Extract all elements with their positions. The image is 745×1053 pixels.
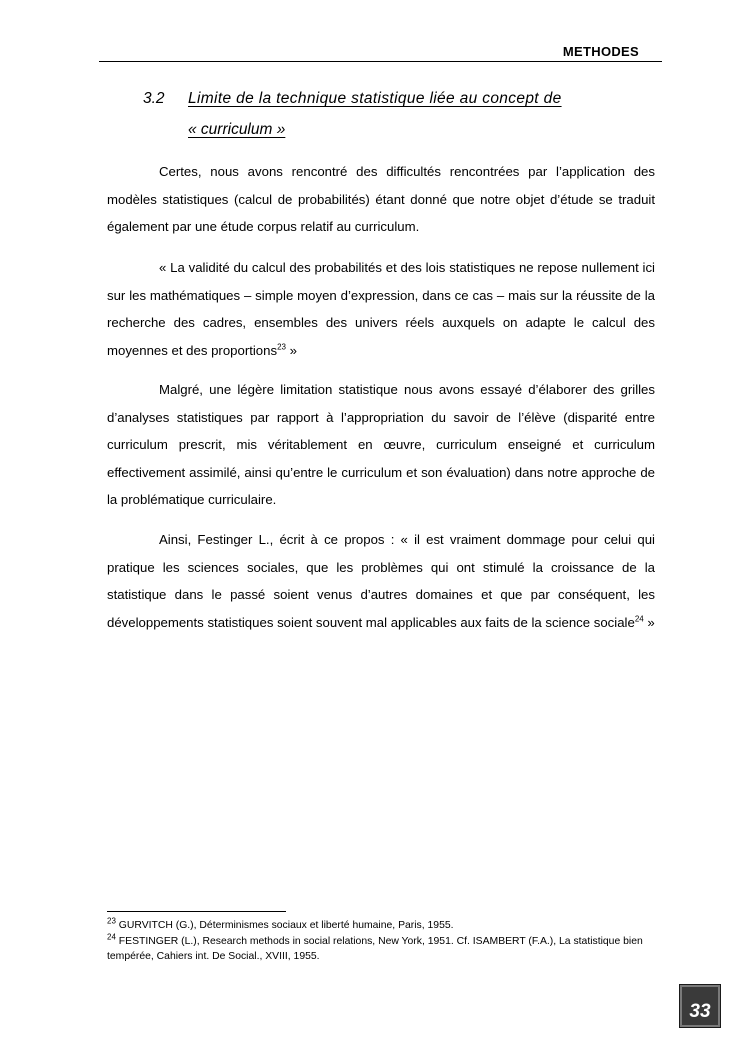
footnote-ref-24[interactable]: 24	[634, 614, 644, 624]
paragraph-4-text: Ainsi, Festinger L., écrit à ce propos : « il est vraiment dommage pour celui qui pratique les sciences sociales, que les problèmes qui ont stimulé la croissance de la statistique dans le passé soient venus d’autres domaines et que par conséquent, les développements statistiques soient souvent mal applicables aux faits de la science sociale	[107, 532, 655, 630]
footnote-23	[107, 918, 655, 934]
section-title-line-2: « curriculum »	[188, 121, 286, 138]
page-number-box	[679, 984, 721, 1028]
paragraph-4-closing: »	[643, 614, 655, 630]
header-rule	[99, 61, 662, 62]
paragraph-4	[107, 526, 655, 636]
paragraph-3-text: Malgré, une légère limitation statistique nous avons essayé d’élaborer des grilles d’analyses statistiques par rapport à l’appropriation du savoir de l’élève (disparité entre curriculum prescrit, mis véritablement en œuvre, curriculum enseigné et curriculum effectivement assimilé, ainsi qu’entre le curriculum et son évaluation) dans notre approche de la problématique curriculaire.	[107, 382, 655, 508]
running-header-title: METHODES	[562, 44, 639, 59]
paragraph-2-quote	[107, 254, 655, 364]
footnote-24-number: 24	[107, 932, 116, 942]
page-number: 33	[689, 1001, 711, 1022]
paragraph-1-text: Certes, nous avons rencontré des difficultés rencontrées par l’application des modèles statistiques (calcul de probabilités) étant donné que notre objet d’étude se traduit également par une étude corpus relatif au curriculum.	[107, 164, 655, 235]
paragraph-1	[107, 158, 655, 241]
section-title-line-1: Limite de la technique statistique liée au concept de	[188, 90, 562, 107]
footnote-ref-23[interactable]: 23	[277, 342, 286, 352]
footnote-separator	[107, 911, 286, 912]
paragraph-2-closing: »	[285, 342, 297, 358]
footnote-24	[107, 934, 655, 965]
footnote-24-text: FESTINGER (L.), Research methods in social relations, New York, 1951. Cf. ISAMBERT (F.A.), La statistique bien tempérée, Cahiers int. De Social., XVIII, 1955.	[107, 935, 643, 962]
footnote-23-number: 23	[107, 916, 116, 926]
section-number: 3.2	[143, 90, 165, 107]
footnote-23-text: GURVITCH (G.), Déterminismes sociaux et liberté humaine, Paris, 1955.	[115, 920, 454, 931]
paragraph-2-text: « La validité du calcul des probabilités et des lois statistiques ne repose nullement ici sur les mathématiques – simple moyen d’expression, dans ce cas – mais sur la réussite de la recherche des cadres, ensembles des univers réels auxquels on adapte le calcul des moyennes et des proportions	[107, 260, 655, 358]
footnotes	[107, 918, 655, 965]
paragraph-3	[107, 376, 655, 514]
